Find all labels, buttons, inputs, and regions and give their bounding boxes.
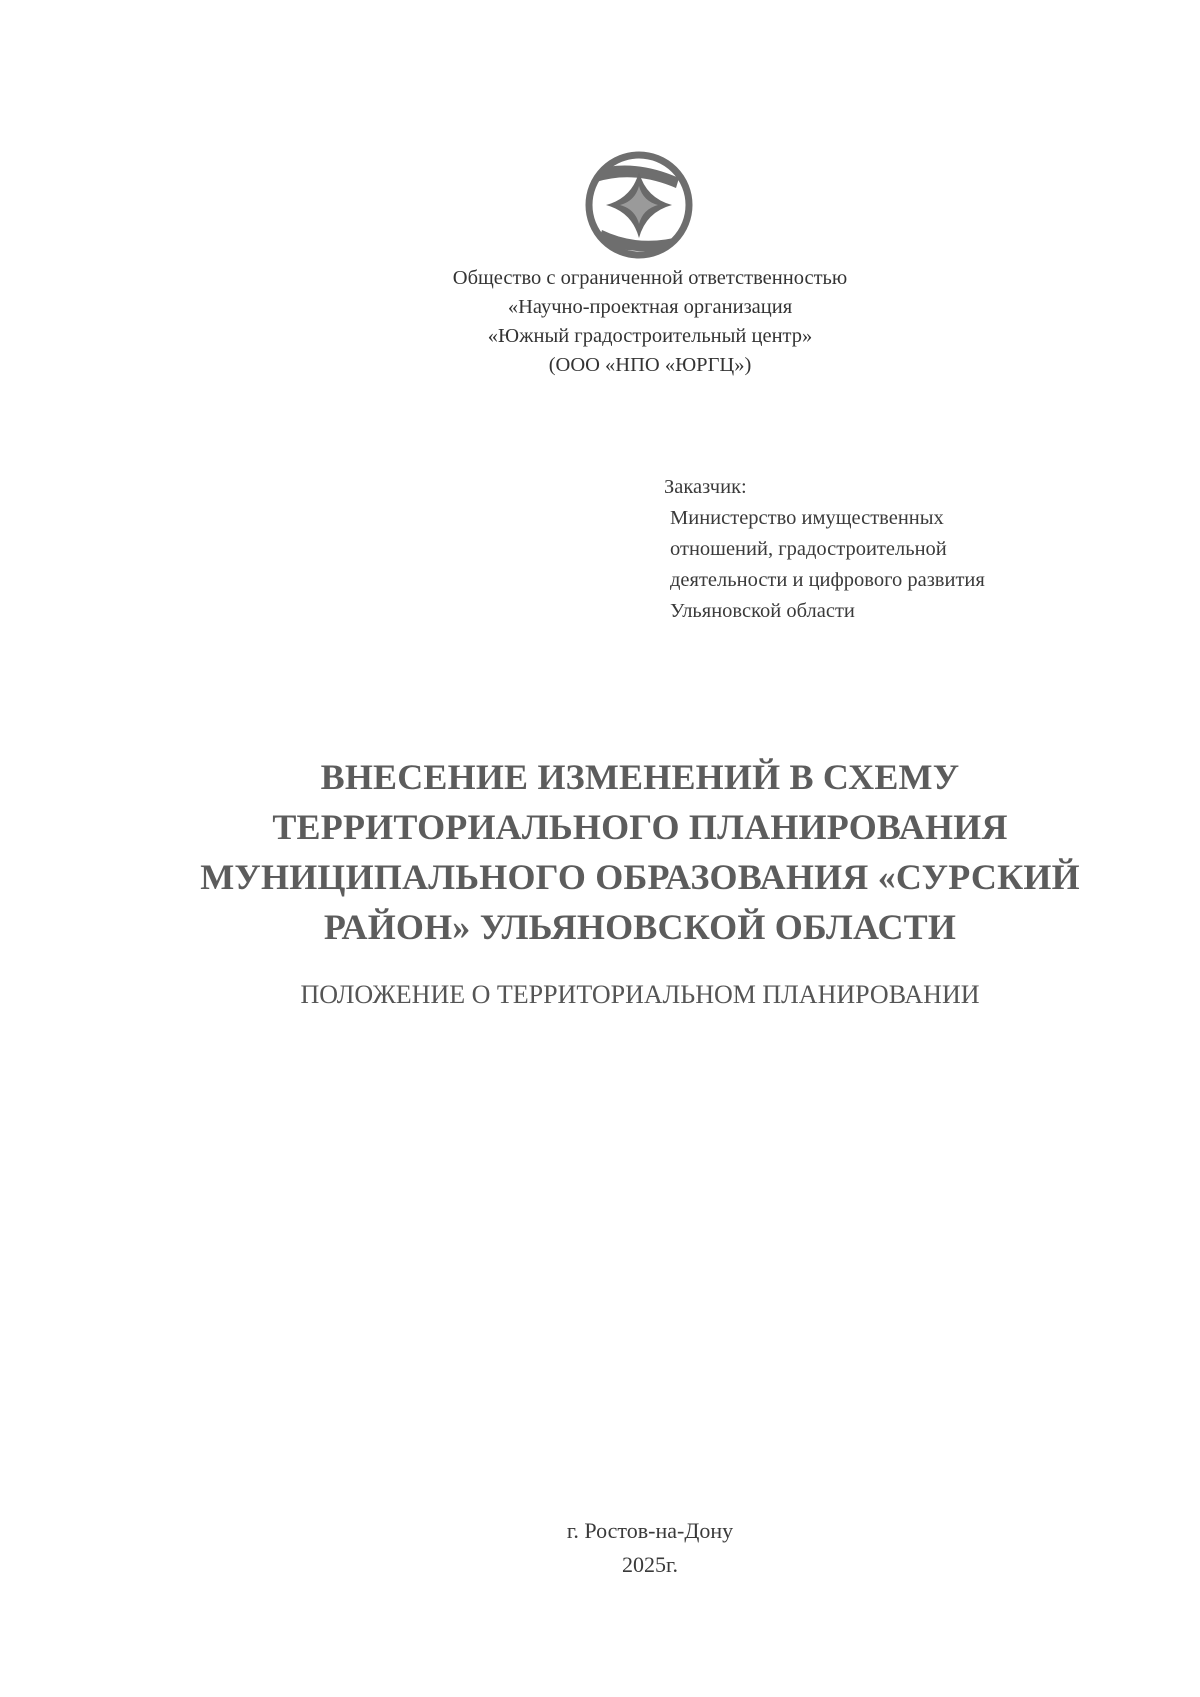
customer-label: Заказчик:: [664, 476, 747, 498]
organization-block: [300, 264, 1000, 380]
title-line-1: ВНЕСЕНИЕ ИЗМЕНЕНИЙ В СХЕМУ: [320, 757, 960, 797]
customer-block: [664, 472, 985, 627]
organization-line-3: «Южный градостроительный центр»: [487, 325, 813, 347]
company-logo-icon: [584, 150, 694, 260]
document-title: [150, 752, 1130, 952]
customer-line-4: Ульяновской области: [670, 600, 855, 622]
title-line-2: ТЕРРИТОРИАЛЬНОГО ПЛАНИРОВАНИЯ: [272, 807, 1008, 847]
footer-block: [450, 1514, 850, 1582]
organization-line-4: (ООО «НПО «ЮРГЦ»): [548, 354, 752, 376]
customer-line-2: отношений, градостроительной: [670, 538, 947, 560]
title-line-3: МУНИЦИПАЛЬНОГО ОБРАЗОВАНИЯ «СУРСКИЙ: [200, 857, 1080, 897]
customer-name: [664, 503, 985, 627]
customer-line-1: Министерство имущественных: [670, 507, 944, 529]
document-subtitle: ПОЛОЖЕНИЕ О ТЕРРИТОРИАЛЬНОМ ПЛАНИРОВАНИИ: [300, 980, 980, 1009]
organization-line-1: Общество с ограниченной ответственностью: [452, 267, 848, 289]
organization-line-2: «Научно-проектная организация: [507, 296, 793, 318]
footer-city: г. Ростов-на-Дону: [566, 1518, 734, 1543]
customer-line-3: деятельности и цифрового развития: [670, 569, 985, 591]
footer-year: 2025г.: [621, 1552, 679, 1577]
title-line-4: РАЙОН» УЛЬЯНОВСКОЙ ОБЛАСТИ: [323, 907, 957, 947]
